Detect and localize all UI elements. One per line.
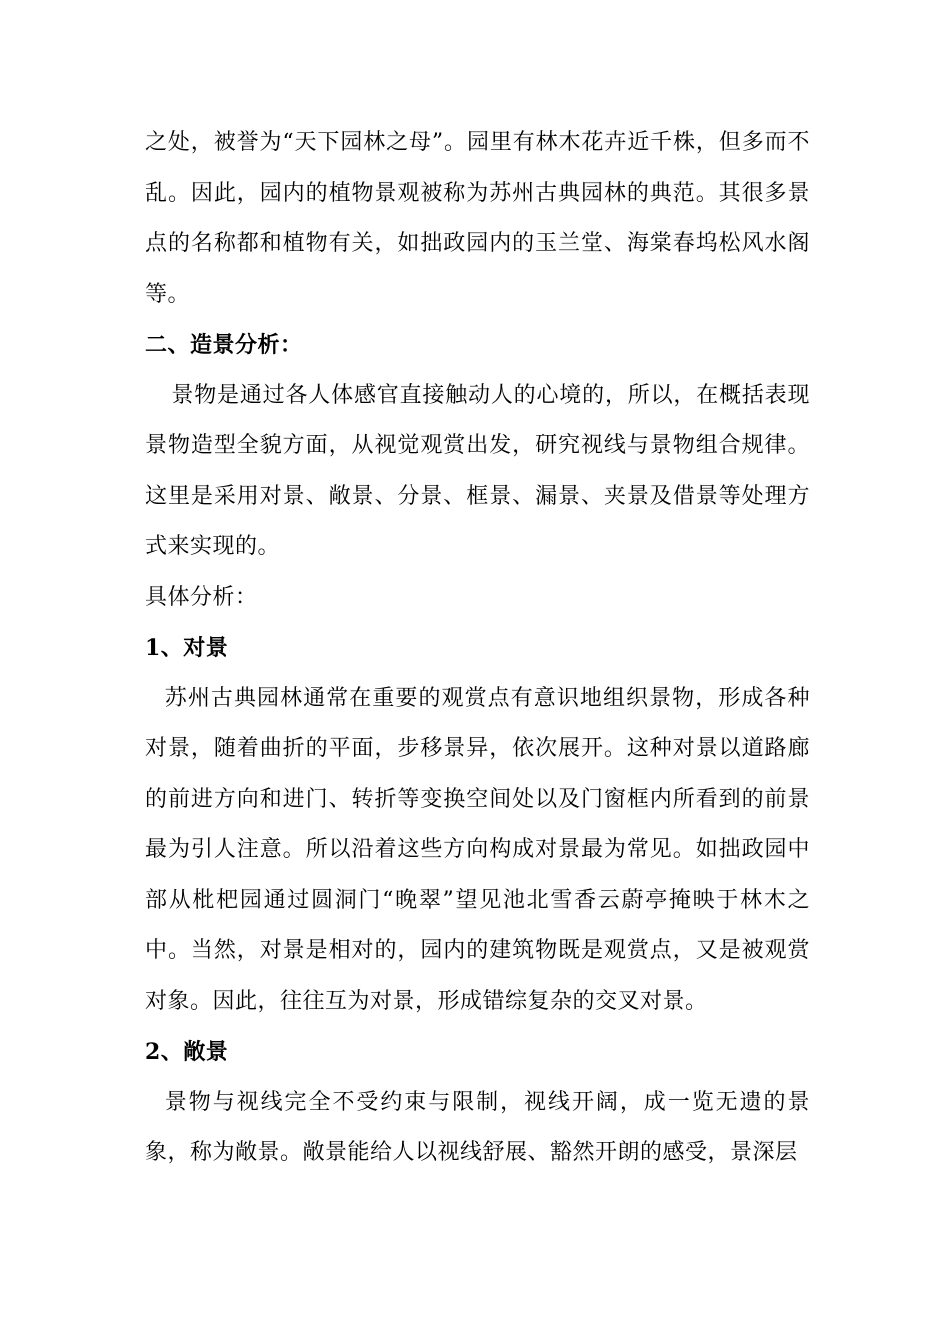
- item2-paragraph: 景物与视线完全不受约束与限制，视线开阔，成一览无遗的景象，称为敞景。敞景能给人以视线舒展、豁然开朗的感受，景深层: [145, 1089, 810, 1165]
- item2-heading: 2、敞景: [145, 1039, 229, 1065]
- section2-heading: 二、造景分析：: [145, 332, 303, 358]
- item1-heading: 1、对景: [145, 635, 229, 661]
- continuation-paragraph: 之处，被誉为“天下园林之母”。园里有林木花卉近千株，但多而不乱。因此，园内的植物景观被称为苏州古典园林的典范。其很多景点的名称都和植物有关，如拙政园内的玉兰堂、海棠春坞松风水阁等。: [145, 130, 810, 307]
- document-body: [145, 118, 810, 1179]
- section2-intro-paragraph: 景物是通过各人体感官直接触动人的心境的，所以，在概括表现景物造型全貌方面，从视觉观赏出发，研究视线与景物组合规律。这里是采用对景、敞景、分景、框景、漏景、夹景及借景等处理方式来实现的。: [145, 382, 810, 559]
- item1-paragraph: 苏州古典园林通常在重要的观赏点有意识地组织景物，形成各种对景，随着曲折的平面，步移景异，依次展开。这种对景以道路廊的前进方向和进门、转折等变换空间处以及门窗框内所看到的前景最为引人注意。所以沿着这些方向构成对景最为常见。如拙政园中部从枇杷园通过圆洞门“晚翠”望见池北雪香云蔚亭掩映于林木之中。当然，对景是相对的，园内的建筑物既是观赏点，又是被观赏对象。因此，往往互为对景，形成错综复杂的交叉对景。: [145, 685, 810, 1014]
- specific-analysis-label: 具体分析：: [145, 584, 258, 610]
